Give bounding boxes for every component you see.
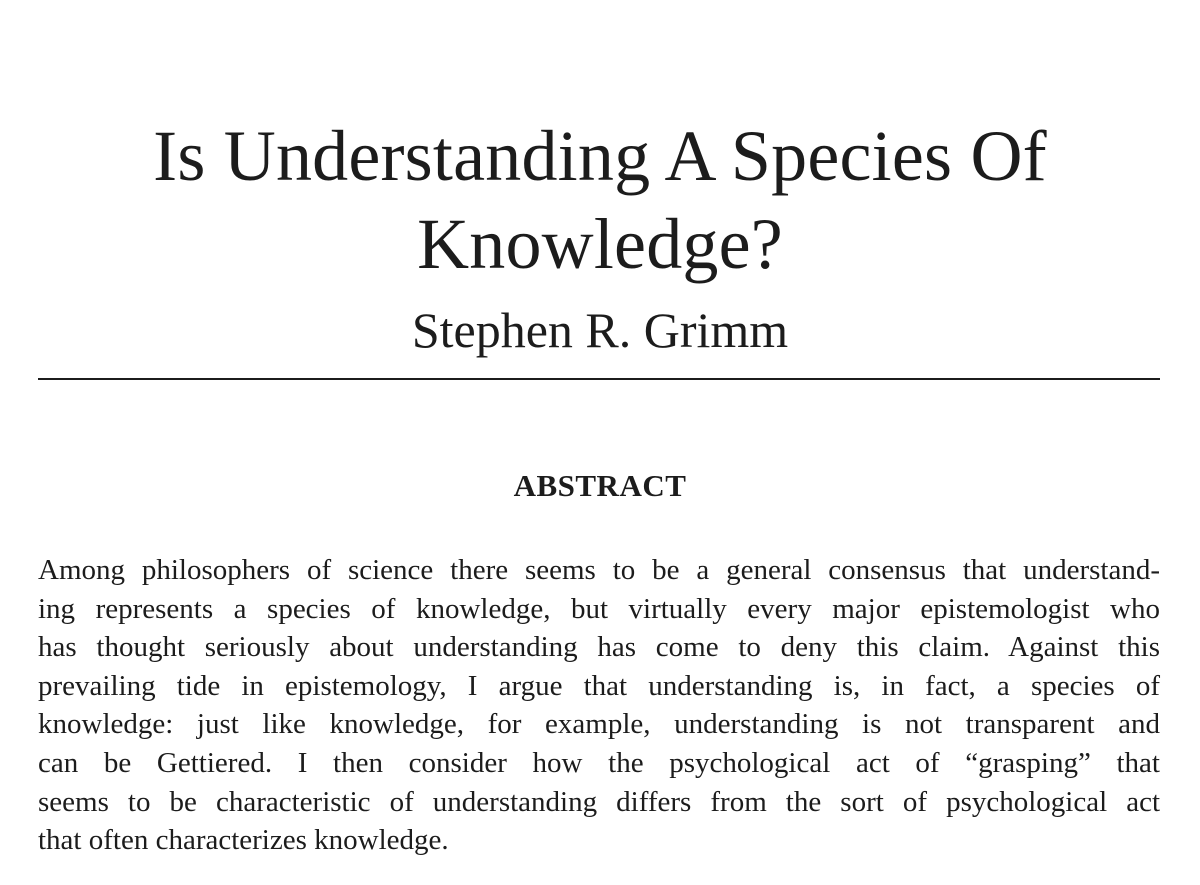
abstract-body [38,551,1160,860]
abstract-line: ing represents a species of knowledge, but virtually every major epistemologist who [38,592,1160,625]
paper-title [0,112,1200,288]
abstract-line: Among philosophers of science there seems to be a general consensus that understand- [38,554,1160,586]
abstract-line: knowledge: just like knowledge, for example, understanding is not transparent and [38,708,1160,741]
abstract-line: that often characterizes knowledge. [38,824,449,857]
abstract-line: prevailing tide in epistemology, I argue that understanding is, in fact, a species of [38,669,1160,702]
paper-title-line-2: Knowledge? [417,204,783,284]
abstract-line: can be Gettiered. I then consider how the psychological act of “grasping” that [38,746,1160,779]
abstract-heading: ABSTRACT [513,468,687,503]
title-divider [38,378,1160,380]
abstract-line: has thought seriously about understanding has come to deny this claim. Against this [38,631,1160,664]
abstract-line: seems to be characteristic of understanding differs from the sort of psychological act [38,785,1160,818]
paper-author: Stephen R. Grimm [411,302,789,358]
paper-title-line-1: Is Understanding A Species Of [153,116,1047,196]
